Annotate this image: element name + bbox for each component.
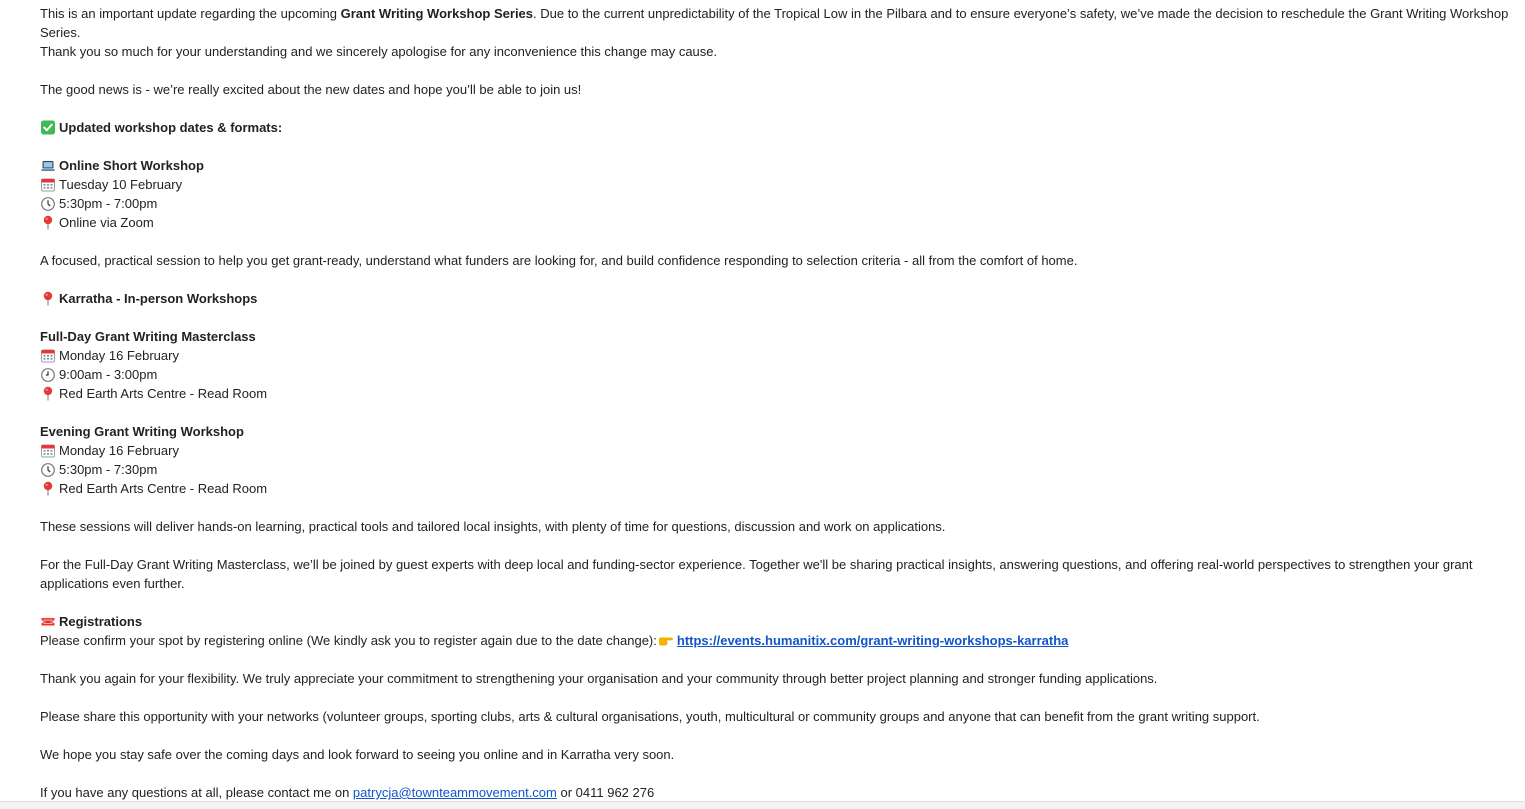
evening-location: Red Earth Arts Centre - Read Room: [40, 479, 1515, 498]
calendar-icon: [40, 443, 56, 458]
intro-text-cont: . Due to the current unpredictability of the Tropical Low in the Pilbara and to ensure everyone’s safety, we’ve made the decision to reschedule the Grant Writing Workshop: [533, 6, 1509, 21]
round-pushpin-icon: [40, 386, 56, 401]
good-news-text: The good news is - we’re really excited about the new dates and hope you’ll be able to join us!: [40, 82, 582, 97]
clock-icon: [40, 462, 56, 477]
laptop-icon: [40, 158, 56, 173]
registration-link[interactable]: https://events.humanitix.com/grant-writing-workshops-karratha: [676, 633, 1069, 648]
registrations-heading: Registrations: [40, 612, 1515, 631]
ticket-icon: [40, 614, 56, 629]
email-body: [40, 4, 1515, 802]
pointing-right-icon: [658, 633, 674, 648]
contact-email-link[interactable]: patrycja@townteammovement.com: [352, 785, 557, 800]
registrations-text: Please confirm your spot by registering online (We kindly ask you to register again due to the date change):: [40, 633, 657, 648]
intro-text: This is an important update regarding the upcoming: [40, 6, 341, 21]
evening-time: 5:30pm - 7:30pm: [40, 460, 1515, 479]
intro-paragraph-line2: Series.: [40, 25, 81, 40]
safe-text: We hope you stay safe over the coming days and look forward to seeing you online and in Karratha very soon.: [40, 747, 675, 762]
masterclass-location: Red Earth Arts Centre - Read Room: [40, 384, 1515, 403]
masterclass-date: Monday 16 February: [40, 346, 1515, 365]
online-title: Online Short Workshop: [40, 156, 1515, 175]
round-pushpin-icon: [40, 215, 56, 230]
evening-title: Evening Grant Writing Workshop: [40, 424, 244, 439]
masterclass-time: 9:00am - 3:00pm: [40, 365, 1515, 384]
contact-phone-text: or 0411 962 276: [556, 785, 655, 800]
round-pushpin-icon: [40, 291, 56, 306]
thanks-text: Thank you again for your flexibility. We truly appreciate your commitment to strengthening your organisation and your community through better project planning and stronger funding applications.: [40, 671, 1158, 686]
calendar-icon: [40, 177, 56, 192]
check-mark-button-icon: [40, 120, 56, 135]
registrations-line: [40, 631, 1515, 650]
round-pushpin-icon: [40, 481, 56, 496]
contact-text: If you have any questions at all, please contact me on: [40, 785, 353, 800]
experts-text-line1: For the Full-Day Grant Writing Masterclass, we’ll be joined by guest experts with deep local and funding-sector experience. Together we'll be sharing practical insights, answering questions, and offering real-world perspectives to strengthen your grant: [40, 557, 1473, 572]
evening-date: Monday 16 February: [40, 441, 1515, 460]
intro-paragraph-line1: [40, 4, 1515, 23]
apology-text: Thank you so much for your understanding and we sincerely apologise for any inconvenience this change may cause.: [40, 44, 718, 59]
series-name: Grant Writing Workshop Series: [340, 6, 534, 21]
updated-heading: Updated workshop dates & formats:: [40, 118, 1515, 137]
karratha-heading: Karratha - In-person Workshops: [40, 289, 1515, 308]
online-time: 5:30pm - 7:00pm: [40, 194, 1515, 213]
share-text: Please share this opportunity with your networks (volunteer groups, sporting clubs, arts & cultural organisations, youth, multicultural or community groups and anyone that can benefit from the grant writing support.: [40, 709, 1260, 724]
calendar-icon: [40, 348, 56, 363]
sessions-text: These sessions will deliver hands-on learning, practical tools and tailored local insights, with plenty of time for questions, discussion and work on applications.: [40, 519, 946, 534]
online-location: Online via Zoom: [40, 213, 1515, 232]
clock-icon: [40, 196, 56, 211]
contact-line: [40, 783, 1515, 802]
masterclass-title: Full-Day Grant Writing Masterclass: [40, 329, 256, 344]
online-description: A focused, practical session to help you get grant-ready, understand what funders are looking for, and build confidence responding to selection criteria - all from the comfort of home.: [40, 253, 1078, 268]
experts-text-line2: applications even further.: [40, 576, 185, 591]
online-date: Tuesday 10 February: [40, 175, 1515, 194]
clock-icon: [40, 367, 56, 382]
